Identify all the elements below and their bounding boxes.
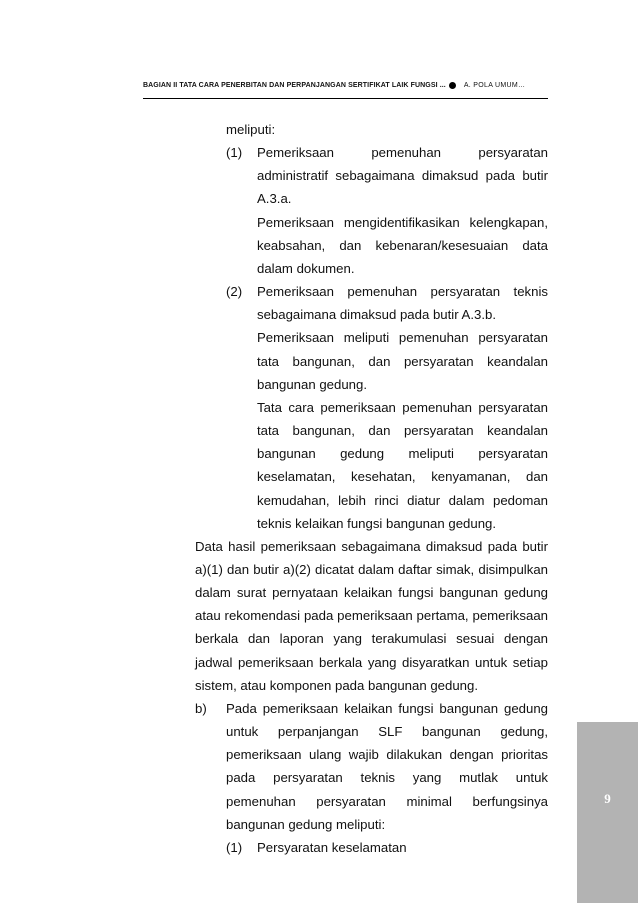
page-number: 9 bbox=[604, 791, 611, 806]
bullet-dot-icon bbox=[449, 82, 456, 89]
header-section-title: A. POLA UMUM… bbox=[463, 82, 526, 89]
header-rule bbox=[143, 98, 548, 99]
list-item-2-paragraph: Tata cara pemeriksaan pemenuhan persyaratan tata bangunan, dan persyaratan keandalan bangunan gedung meliputi persyaratan keselamatan, kesehatan, kenyamanan, dan kemudahan, lebih rinci diatur dalam pedoman teknis kelaikan fungsi bangunan gedung. bbox=[257, 399, 548, 531]
list-item-1 bbox=[226, 141, 548, 210]
page-number-tab bbox=[577, 722, 638, 903]
data-paragraph: Data hasil pemeriksaan sebagaimana dimaksud pada butir a)(1) dan butir a)(2) dicatat dalam daftar simak, disimpulkan dalam surat pernyataan kelaikan fungsi bangunan gedung atau rekomendasi pada pemeriksaan pertama, pemeriksaan berkala dan laporan yang terakumulasi sesuai dengan jadwal pemeriksaan berkala yang disyaratkan untuk setiap sistem, atau komponen pada bangunan gedung. bbox=[195, 538, 548, 693]
list-item-2 bbox=[226, 280, 548, 326]
list-item-text: Pemeriksaan pemenuhan persyaratan teknis sebagaimana dimaksud pada butir A.3.b. bbox=[257, 284, 548, 323]
page-body bbox=[0, 118, 638, 859]
running-header bbox=[143, 82, 547, 89]
list-item-b-1 bbox=[226, 836, 548, 859]
list-item-text: Persyaratan keselamatan bbox=[257, 839, 407, 855]
list-number: (2) bbox=[226, 284, 243, 300]
list-number: (1) bbox=[226, 839, 243, 855]
list-item-1-paragraph: Pemeriksaan mengidentifikasikan kelengkapan, keabsahan, dan kebenaran/kesesuaian data dalam dokumen. bbox=[257, 214, 548, 276]
list-item-text: Pemeriksaan pemenuhan persyaratan administratif sebagaimana dimaksud pada butir A.3.a. bbox=[257, 145, 548, 207]
list-number: (1) bbox=[226, 145, 243, 161]
list-item-2-paragraph: Pemeriksaan meliputi pemenuhan persyaratan tata bangunan, dan persyaratan keandalan bangunan gedung. bbox=[257, 330, 548, 392]
list-number: b) bbox=[195, 700, 207, 716]
header-chapter-title: BAGIAN II TATA CARA PENERBITAN DAN PERPANJANGAN SERTIFIKAT LAIK FUNGSI ... bbox=[143, 82, 446, 89]
list-item-b bbox=[195, 697, 548, 836]
list-item-text: Pada pemeriksaan kelaikan fungsi bangunan gedung untuk perpanjangan SLF bangunan gedung, pemeriksaan ulang wajib dilakukan dengan prioritas pada persyaratan teknis yang mutlak untuk pemenuhan persyaratan minimal berfungsinya bangunan gedung meliputi: bbox=[226, 700, 548, 832]
paragraph-meliputi: meliputi: bbox=[226, 122, 276, 137]
